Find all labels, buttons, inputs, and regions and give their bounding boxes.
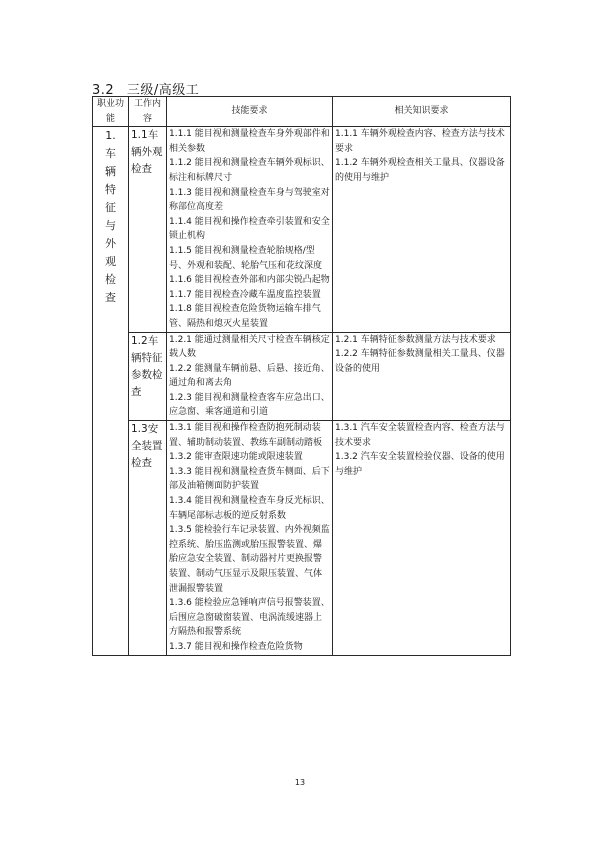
knowledge-item: 1.3.1 汽车安全装置检查内容、检查方法与技术要求	[335, 423, 505, 448]
table-row	[93, 127, 511, 332]
skill-item: 1.1.3 能目视和测量检查车身与驾驶室对称部位高度差	[169, 187, 330, 213]
skill-item: 1.1.7 能目视检查冷藏车温度监控装置	[169, 289, 321, 300]
skill-item: 1.3.7 能目视和操作检查危险货物	[169, 641, 303, 652]
skill-item: 1.1.8 能目视检查危险货物运输车排气管、隔热和熄灭火星装置	[169, 304, 321, 329]
content-cell: 1.3安全装置检查	[129, 421, 167, 656]
skill-item: 1.1.6 能目视检查外部和内部尖锐凸起物	[169, 275, 330, 286]
knowledge-cell	[333, 127, 511, 332]
skills-cell	[167, 127, 333, 332]
content-cell: 1.1车辆外观检查	[129, 127, 167, 332]
knowledge-item: 1.1.2 车辆外观检查相关工量具、仪器设备的使用与维护	[335, 158, 505, 183]
skill-item: 1.3.1 能目视和操作检查防抱死制动装置、辅助制动装置、教练车副制动踏板	[169, 423, 323, 448]
skill-item: 1.3.2 能审查限速功能或限速装置	[169, 452, 303, 463]
header-knowledge: 相关知识要求	[333, 97, 511, 127]
skill-item: 1.3.3 能目视和测量检查货车侧面、后下部及油箱侧面防护装置	[169, 466, 330, 492]
knowledge-item: 1.3.2 汽车安全装置检验仪器、设备的使用与维护	[335, 452, 505, 477]
content-cell: 1.2车辆特征参数检查	[129, 332, 167, 421]
skill-item: 1.3.5 能检验行车记录装置、内外视频监控系统、胎压监测或胎压报警装置、爆胎应急安全装置、制动器衬片更换报警装置、制动气压显示及限压装置、气体泄漏报警装置	[169, 525, 330, 594]
skill-item: 1.3.4 能目视和测量检查车身反光标识、车辆尾部标志板的逆反射系数	[169, 496, 330, 521]
header-content: 工作内容	[129, 97, 167, 127]
section-number: 3.2	[92, 83, 115, 98]
skill-item: 1.2.1 能通过测量相关尺寸检查车辆核定载人数	[169, 334, 330, 360]
function-label: 1.车辆特征与外观检查	[105, 129, 116, 305]
knowledge-cell	[333, 332, 511, 421]
skills-cell	[167, 332, 333, 421]
page-number: 13	[294, 778, 306, 787]
skills-requirements-table	[92, 96, 511, 656]
skill-item: 1.2.2 能测量车辆前悬、后悬、接近角、通过角和离去角	[169, 363, 330, 389]
skill-item: 1.1.2 能目视和测量检查车辆外观标识、标注和标牌尺寸	[169, 158, 330, 183]
knowledge-item: 1.2.1 车辆特征参数测量方法与技术要求	[335, 334, 496, 345]
section-title: 三级/高级工	[126, 83, 200, 98]
table-row	[93, 332, 511, 421]
skill-item: 1.1.1 能目视和测量检查车身外观部件和相关参数	[169, 129, 330, 154]
knowledge-cell	[333, 421, 511, 656]
skill-item: 1.2.3 能目视和测量检查客车应急出口、应急窗、乘客通道和引道	[169, 392, 330, 418]
skill-item: 1.1.4 能目视和操作检查牵引装置和安全锁止机构	[169, 216, 330, 242]
skill-item: 1.3.6 能检验应急锤响声信号报警装置、后围应急窗破窗装置、电涡流缓速器上方隔热和报警系统	[169, 598, 330, 638]
table-header-row	[93, 97, 511, 127]
skill-item: 1.1.5 能目视和测量检查轮胎规格/型号、外观和装配、轮胎气压和花纹深度	[169, 245, 323, 271]
skills-cell	[167, 421, 333, 656]
knowledge-item: 1.1.1 车辆外观检查内容、检查方法与技术要求	[335, 129, 505, 154]
knowledge-item: 1.2.2 车辆特征参数测量相关工量具、仪器设备的使用	[335, 349, 505, 374]
header-function: 职业功能	[93, 97, 129, 127]
header-skills: 技能要求	[167, 97, 333, 127]
function-cell	[93, 127, 129, 655]
table-row	[93, 421, 511, 656]
